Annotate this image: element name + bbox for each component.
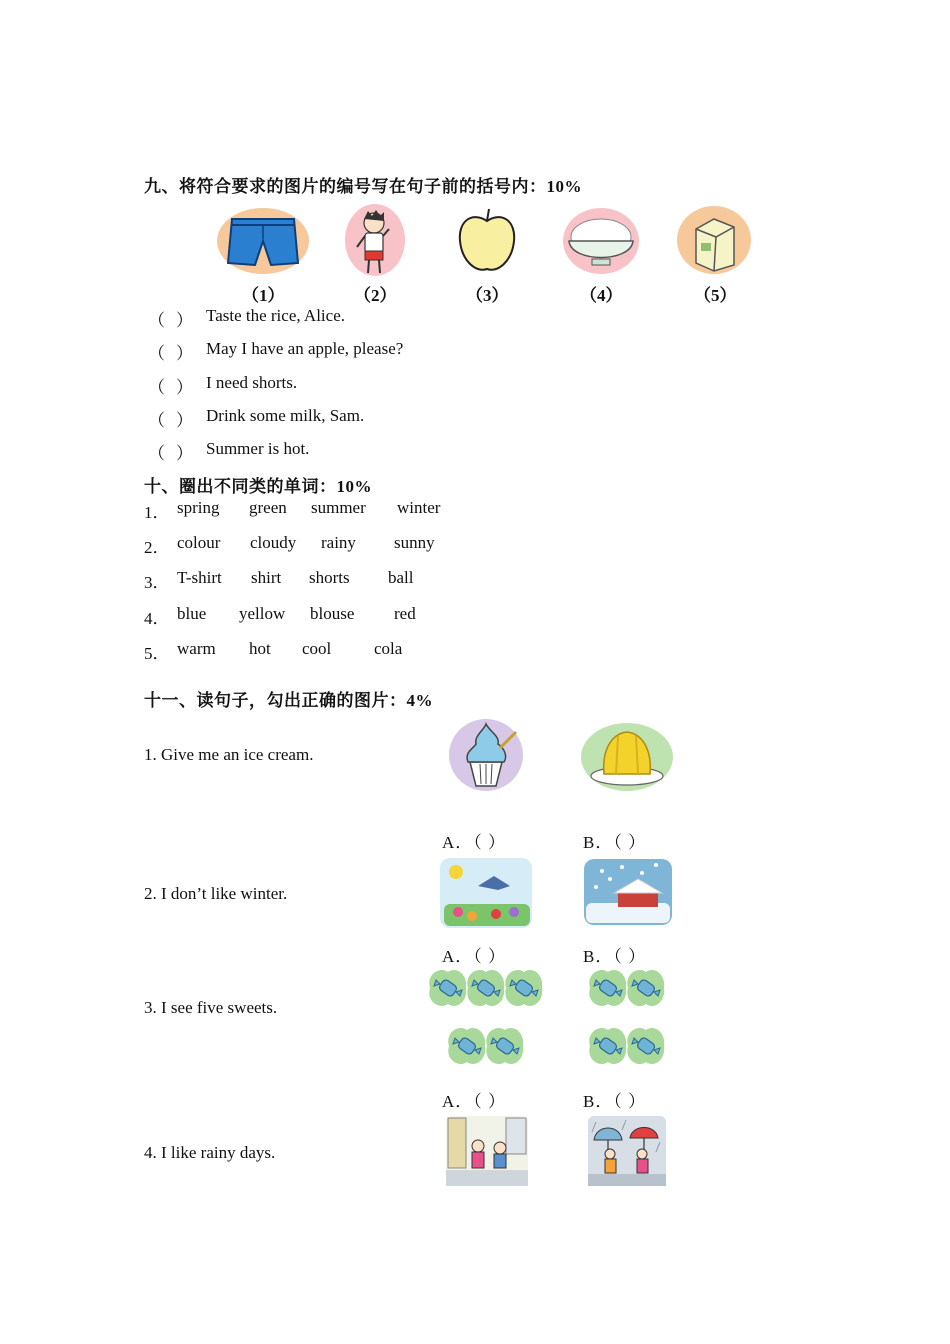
word-option[interactable]: red: [394, 604, 416, 623]
question-sentence-4: 4. I like rainy days.: [144, 1143, 276, 1162]
word-option[interactable]: colour: [177, 533, 221, 552]
word-option[interactable]: shorts: [309, 568, 350, 587]
question-sentence-1: 1. Give me an ice cream.: [144, 745, 314, 764]
option-a-bracket[interactable]: A．（ ）: [442, 1092, 507, 1111]
four-sweets-icon: [588, 968, 666, 1068]
ice-cream-icon: [448, 718, 524, 792]
jelly-icon: [580, 722, 674, 792]
five-sweets-icon: [428, 968, 544, 1068]
row-number: 2．: [144, 538, 170, 557]
answer-bracket-close: ）: [176, 344, 193, 363]
row-number: 1．: [144, 503, 170, 522]
section10-title: 十、圈出不同类的单词：10%: [144, 477, 372, 496]
answer-bracket-open[interactable]: （: [148, 444, 165, 463]
winter-scene-icon: [582, 857, 674, 927]
word-option[interactable]: cola: [374, 639, 403, 658]
boy-icon: [344, 203, 406, 277]
rice-bowl-icon: [562, 205, 640, 275]
option-a-bracket[interactable]: A．（ ）: [442, 947, 507, 966]
word-option[interactable]: cool: [302, 639, 332, 658]
sunny-street-icon: [444, 1114, 530, 1188]
word-option[interactable]: T-shirt: [177, 568, 222, 587]
word-option[interactable]: yellow: [239, 604, 286, 623]
option-b-bracket[interactable]: B．（ ）: [583, 1092, 647, 1111]
sentence-1: Taste the rice, Alice.: [206, 306, 345, 325]
shorts-icon: [216, 205, 310, 275]
word-option[interactable]: spring: [177, 498, 220, 517]
row-number: 5．: [144, 644, 170, 663]
question-sentence-3: 3. I see five sweets.: [144, 998, 278, 1017]
word-option[interactable]: green: [249, 498, 287, 517]
option-b-bracket[interactable]: B．（ ）: [583, 833, 647, 852]
spring-scene-icon: [438, 856, 534, 930]
sentence-3: I need shorts.: [206, 373, 298, 392]
option-b-bracket[interactable]: B．（ ）: [583, 947, 647, 966]
row-number: 4．: [144, 609, 170, 628]
answer-bracket-open[interactable]: （: [148, 311, 165, 330]
answer-bracket-close: ）: [176, 411, 193, 430]
word-option[interactable]: blouse: [310, 604, 355, 623]
word-option[interactable]: winter: [397, 498, 441, 517]
section9-title: 九、将符合要求的图片的编号写在句子前的括号内：10%: [144, 177, 582, 196]
word-option[interactable]: rainy: [321, 533, 356, 552]
word-option[interactable]: cloudy: [250, 533, 297, 552]
word-option[interactable]: hot: [249, 639, 271, 658]
answer-bracket-open[interactable]: （: [148, 411, 165, 430]
picture-label-2: （2）: [354, 286, 397, 305]
milk-carton-icon: [676, 203, 752, 275]
word-option[interactable]: warm: [177, 639, 216, 658]
word-option[interactable]: blue: [177, 604, 207, 623]
answer-bracket-close: ）: [176, 311, 193, 330]
word-option[interactable]: sunny: [394, 533, 435, 552]
picture-label-4: （4）: [580, 286, 623, 305]
picture-label-5: （5）: [694, 286, 737, 305]
apple-icon: [454, 205, 520, 275]
word-option[interactable]: shirt: [251, 568, 282, 587]
picture-label-3: （3）: [466, 286, 509, 305]
picture-label-1: （1）: [242, 286, 285, 305]
sentence-4: Drink some milk, Sam.: [206, 406, 365, 425]
sentence-5: Summer is hot.: [206, 439, 310, 458]
sentence-2: May I have an apple, please?: [206, 339, 404, 358]
question-sentence-2: 2. I don’t like winter.: [144, 884, 288, 903]
section11-title: 十一、读句子，勾出正确的图片：4%: [144, 691, 433, 710]
answer-bracket-close: ）: [176, 444, 193, 463]
answer-bracket-open[interactable]: （: [148, 378, 165, 397]
row-number: 3．: [144, 573, 170, 592]
answer-bracket-close: ）: [176, 378, 193, 397]
word-option[interactable]: summer: [311, 498, 366, 517]
word-option[interactable]: ball: [388, 568, 414, 587]
option-a-bracket[interactable]: A．（ ）: [442, 833, 507, 852]
rainy-street-icon: [586, 1114, 668, 1188]
answer-bracket-open[interactable]: （: [148, 344, 165, 363]
